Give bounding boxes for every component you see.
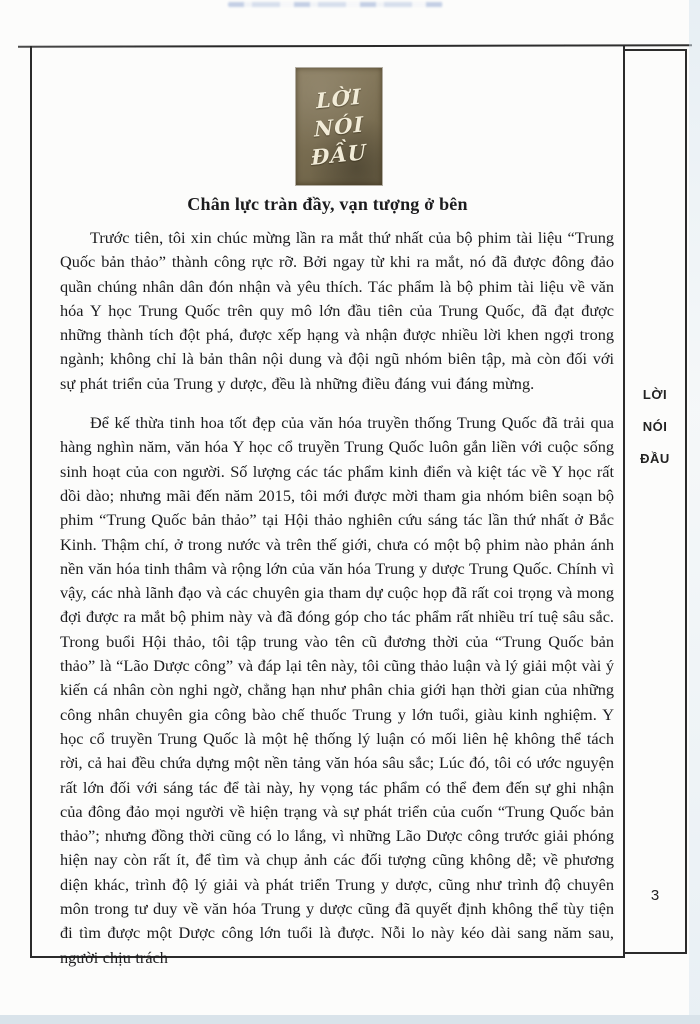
scan-bleedthrough-artifact	[228, 2, 443, 7]
content-frame	[30, 46, 625, 967]
margin-tab-label	[625, 387, 685, 466]
body-text-block	[60, 226, 614, 970]
margin-tab	[625, 49, 687, 954]
chapter-heading: Chân lực tràn đầy, vạn tượng ở bên	[187, 194, 468, 214]
page-number: 3	[650, 887, 660, 904]
preface-stamp	[296, 68, 382, 185]
margin-label-word: ĐẦU	[640, 451, 670, 466]
margin-label-word: LỜI	[642, 387, 668, 402]
stamp-line: NÓI	[313, 110, 365, 142]
margin-label-word: NÓI	[642, 419, 668, 434]
body-paragraph-2: Để kế thừa tinh hoa tốt đẹp của văn hóa truyền thống Trung Quốc đã trải qua hàng nghìn năm, văn hóa Y học cổ truyền Trung Quốc luôn gắn liền với cuộc sống sinh hoạt của con người. Số lượng các tác phẩm kinh điển và kiệt tác về Y học rất dồi dào; nhưng mãi đến năm 2015, tôi mới được mời tham gia nhóm biên soạn bộ phim “Trung Quốc bản thảo” tại Hội thảo nghiên cứu sáng tác lần thứ nhất ở Bắc Kinh. Thậm chí, ở trong nước và trên thế giới, chưa có một bộ phim nào phản ánh nền văn hóa tinh thâm và rộng lớn của văn hóa Trung y dược Trung Quốc. Chính vì vậy, các nhà lãnh đạo và các chuyên gia tham dự cuộc họp đã rất coi trọng và mong đợi được ra mắt bộ phim này và đã đóng góp cho tác phẩm rất nhiều trí tuệ sâu sắc. Trong buổi Hội thảo, tôi tập trung vào tên cũ đương thời của “Trung Quốc bản thảo” là “Lão Dược công” và đáp lại tên này, tôi cũng thảo luận và lý giải một vài ý kiến cá nhân còn nghi ngờ, chẳng hạn như phân chia giới hạn thời gian của những công nhân chuyên gia công bào chế thuốc Trung y lớn tuổi, giàu kinh nghiệm. Y học cổ truyền Trung Quốc là một hệ thống lý luận có mối liên hệ không thể tách rời, cả hai đều chứa dựng một nền tảng văn hóa sâu sắc; Lúc đó, tôi có ước nguyện rất lớn đối với sáng tác để tài này, hy vọng tác phẩm có thể đem đến sự ghi nhận của đông đảo mọi người về hiện trạng và sự phát triển của cuốn “Trung Quốc bản thảo”; nhưng đồng thời cũng có lo lắng, vì những Lão Dược công trước giải phóng hiện nay còn rất ít, để tìm và chụp ảnh các đối tượng cũng không dễ; về phương diện khác, trình độ lý giải và phát triển Trung y dược, cũng như trình độ chuyên môn trong tư duy về văn hóa Trung y dược cũng đã quyết định không thể tùy tiện đi tìm được một Dược công lớn tuổi là được. Nỗi lo này kéo dài sang năm sau, người chịu trách	[60, 413, 614, 967]
scan-bottom-edge-strip	[0, 1015, 700, 1024]
stamp-line: LỜI	[315, 83, 363, 113]
stamp-line: ĐẦU	[310, 138, 368, 170]
scan-right-edge-tint	[689, 0, 700, 1024]
body-paragraph-1: Trước tiên, tôi xin chúc mừng lần ra mắt thứ nhất của bộ phim tài liệu “Trung Quốc bản thảo” thành công rực rỡ. Bởi ngay từ khi ra mắt, nó đã được đông đảo quần chúng nhân dân đón nhận và yêu thích. Tác phẩm là bộ phim tài liệu về văn hóa Y học Trung Quốc trên quy mô lớn đầu tiên của Trung Quốc, đã đạt được những thành tích đột phá, được xếp hạng và nhận được nhiều lời khen ngợi trong ngành; không chỉ là bản thân nội dung và đội ngũ nhóm biên tập, mà còn đối với sự phát triển của Trung y dược, đều là những điều đáng vui đáng mừng.	[60, 228, 614, 393]
